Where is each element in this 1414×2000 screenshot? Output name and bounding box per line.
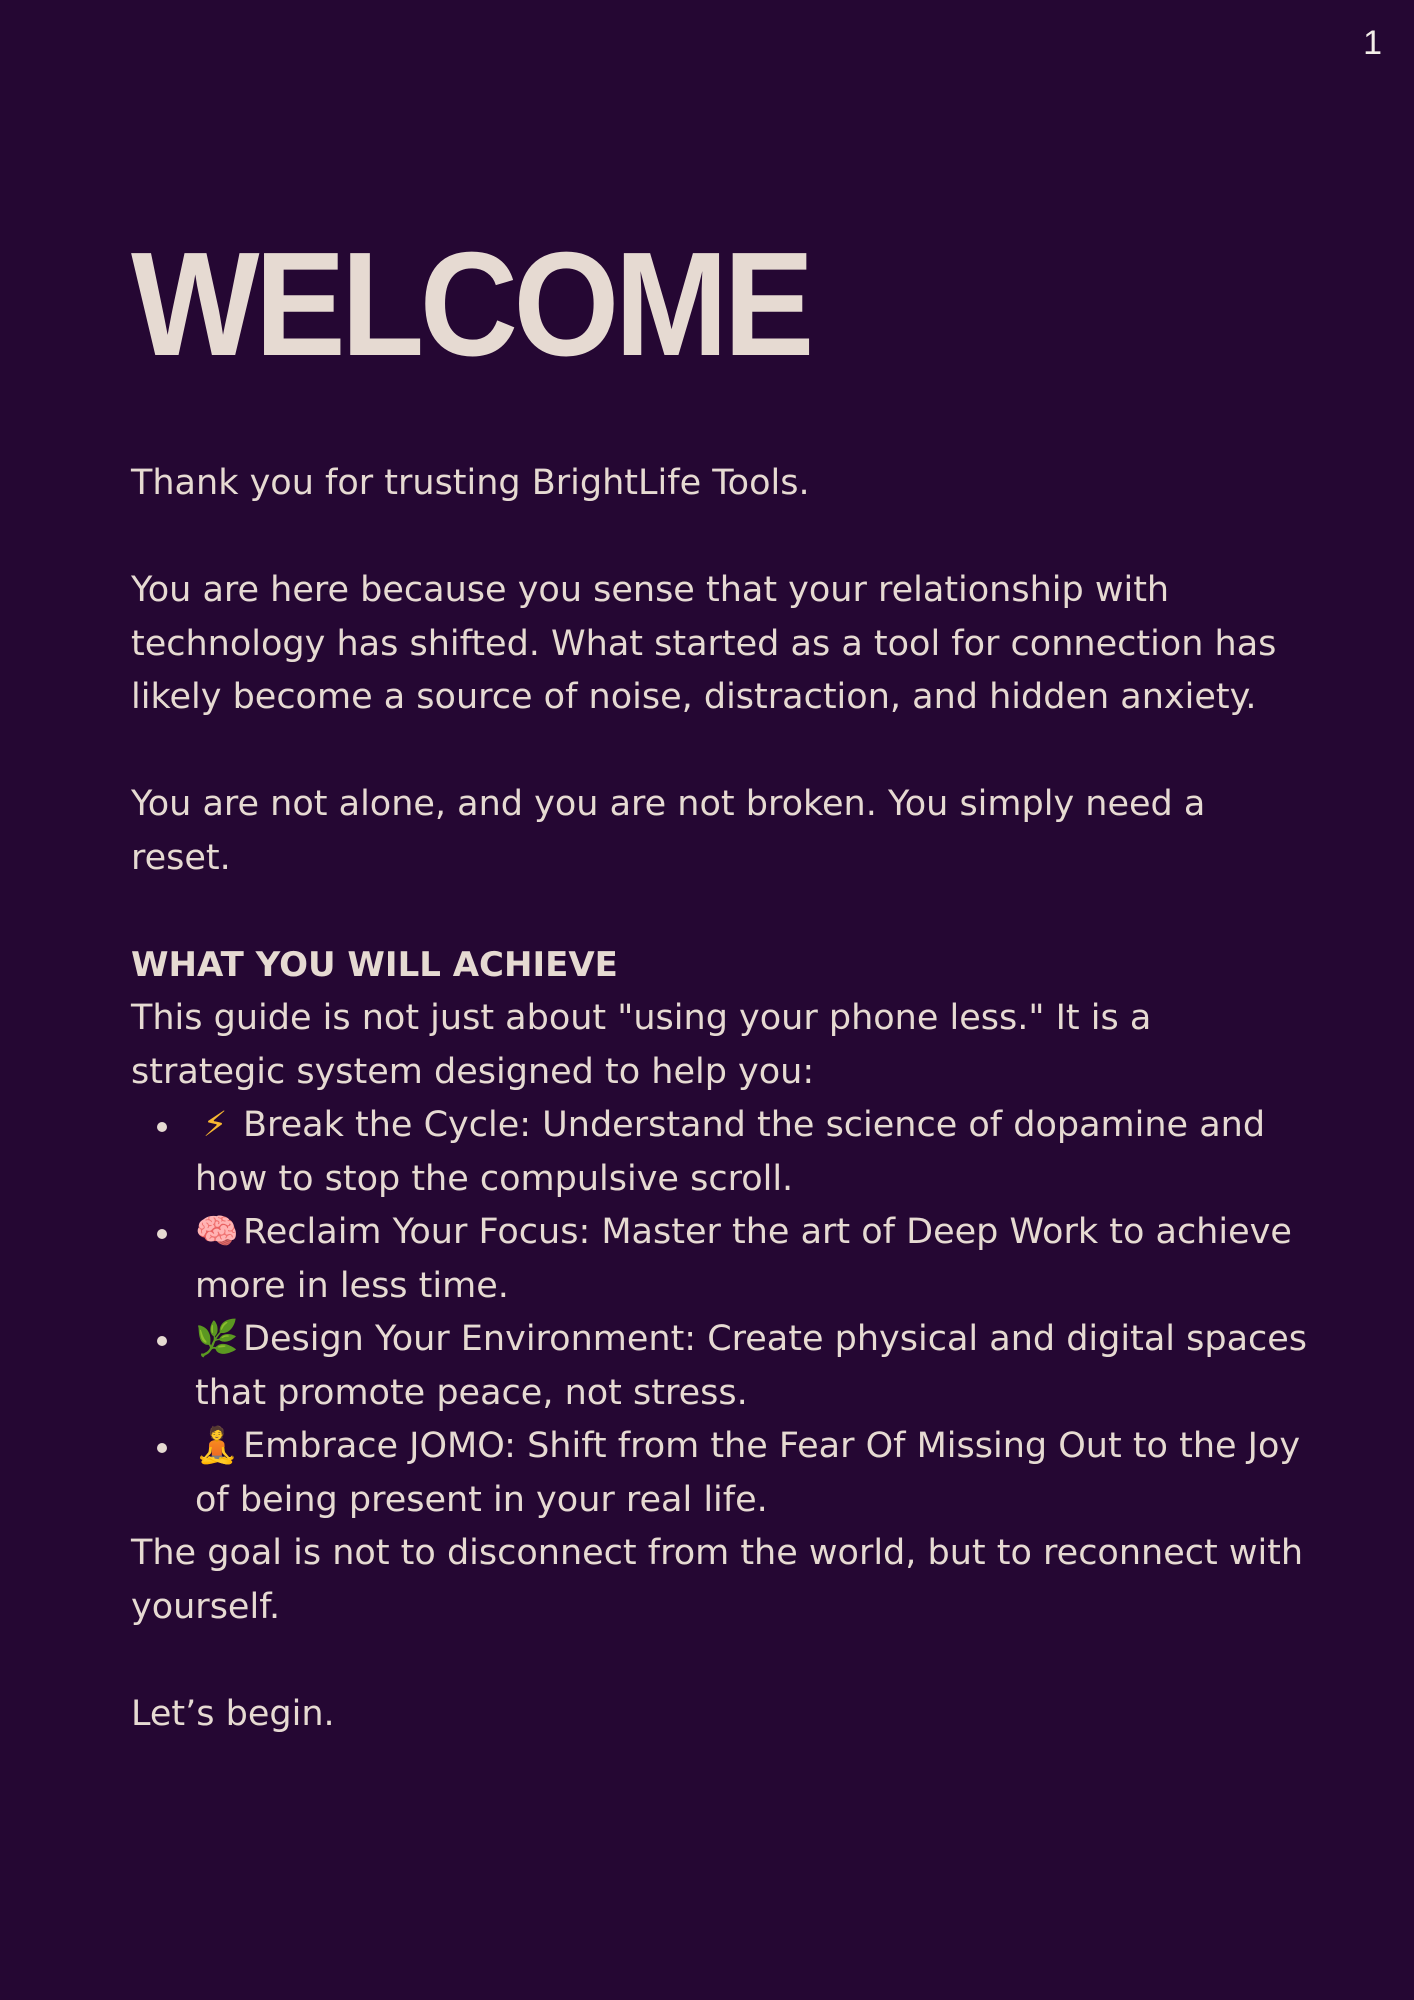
section-heading-achieve: WHAT YOU WILL ACHIEVE [131, 944, 618, 985]
brain-icon: 🧠 [195, 1212, 239, 1252]
closing-line: Let’s begin. [131, 1693, 335, 1734]
body-text [131, 457, 1311, 1741]
achieve-lead: This guide is not just about "using your phone less." It is a strategic system designed to help you: [131, 998, 1152, 1092]
list-item-text: Design Your Environment: Create physical and digital spaces that promote peace, not stress. [195, 1319, 1308, 1413]
meditation-icon: 🧘 [195, 1426, 239, 1466]
achieve-goal: The goal is not to disconnect from the world, but to reconnect with yourself. [131, 1533, 1304, 1627]
list-item [195, 1099, 1311, 1206]
list-item [195, 1313, 1311, 1420]
list-item-text: Embrace JOMO: Shift from the Fear Of Missing Out to the Joy of being present in your real life. [195, 1426, 1301, 1520]
list-item [195, 1206, 1311, 1313]
page-title: WELCOME [131, 222, 810, 387]
intro-not-alone: You are not alone, and you are not broken. You simply need a reset. [131, 784, 1206, 878]
intro-thanks: Thank you for trusting BrightLife Tools. [131, 463, 810, 503]
page-number: 1 [1363, 24, 1382, 62]
list-item [195, 1420, 1311, 1527]
lightning-icon: ⚡ [202, 1105, 228, 1145]
herb-icon: 🌿 [195, 1319, 239, 1359]
achieve-list [131, 1099, 1311, 1527]
list-item-text: Reclaim Your Focus: Master the art of Deep Work to achieve more in less time. [195, 1212, 1292, 1306]
intro-sense: You are here because you sense that your relationship with technology has shifted. What started as a tool for connection has likely become a source of noise, distraction, and hidden anxiety. [131, 570, 1277, 717]
list-item-text: Break the Cycle: Understand the science of dopamine and how to stop the compulsive scroll. [195, 1105, 1266, 1199]
page-content [131, 222, 1311, 1741]
